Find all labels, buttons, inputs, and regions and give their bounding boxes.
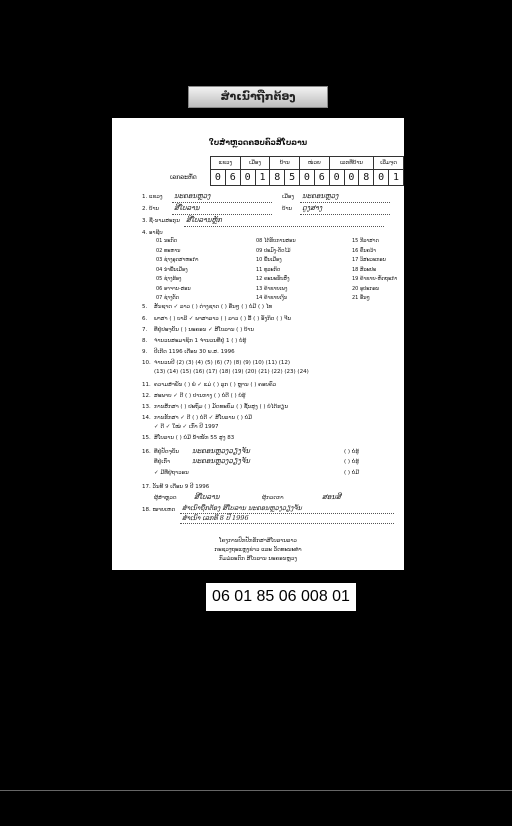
surveyor-value: ສີໂບລານ: [194, 493, 220, 501]
address-tail: ( ) ບໍ່ມີ: [344, 470, 360, 476]
field-label: ບ້ານ: [149, 206, 160, 212]
field-num: 6.: [142, 316, 148, 322]
field-row-18: 18. ໝາຍເຫດ: [142, 507, 176, 513]
code-digit: 6: [314, 170, 329, 186]
code-digit: 0: [344, 170, 359, 186]
footer-line-3: ກົມມໍລະດົກ ສີໂບລານ ນະຄອນຫຼວງ: [219, 556, 297, 562]
occupation-option: 10 ພື້ນເມືອງ: [256, 257, 282, 263]
occupation-option: 04 ນຳພື້ນເມືອງ: [156, 266, 188, 273]
field-row-1: [142, 194, 163, 200]
code-digit: 1: [389, 170, 404, 186]
form-title: ໃບສຳຫຼວດຄອບຄົວສີໂບລານ: [208, 138, 308, 147]
code-digit: 1: [255, 170, 270, 186]
field-value-village2: ດູງສາງ: [302, 204, 323, 212]
code-label: ເລກລະຫັດ: [170, 174, 197, 181]
row-text: ທີ່ຢູ່ປະຈຸບັນ ( ) ນະຄອນ ✓ ສີໂບລານ ( ) ບ້ານ: [154, 327, 254, 333]
survey-form: [112, 118, 404, 570]
field-line: [172, 202, 272, 203]
form-row: [142, 424, 219, 430]
occupation-option: 05 ຊ່າງຮ້ອງ: [156, 276, 182, 282]
form-row: [142, 304, 272, 310]
field-num: 15.: [142, 435, 151, 441]
field-num: 10.: [142, 360, 151, 366]
remark-line-2: ສຳເນົາ ເລກທີ 8 ປີ 1996: [182, 514, 249, 522]
code-header: ເລີ່ມຈຸດ: [374, 157, 404, 170]
address-row: [142, 449, 179, 455]
field-row-17: 17. ວັນທີ 9 ເດືອນ 9 ປີ 1996: [142, 484, 210, 490]
occupation-option: 07 ຊ່າງຕັດ: [156, 295, 180, 301]
field-value-district: ນະຄອນຫຼວງ: [302, 192, 339, 200]
field-num: 2.: [142, 206, 148, 212]
code-header: ບ້ານ: [270, 157, 300, 170]
address-label: ທີ່ຢູ່ເກົ່າ: [154, 459, 171, 465]
row-text: (13) (14) (15) (16) (17) (18) (19) (20) (21) (22) (23) (24): [154, 369, 309, 375]
occupation-option: 11 ທຸລະກິດ: [256, 266, 281, 273]
field-line: [300, 202, 390, 203]
occupation-option: 09 ປະມົງ-ຕັດໄມ້: [256, 247, 291, 254]
field-line: [300, 214, 390, 215]
code-table: [210, 156, 404, 186]
field-num: 3.: [142, 218, 148, 224]
header-label: ສຳເນົາຖືກຕ້ອງ: [188, 86, 328, 108]
field-num: 14.: [142, 415, 151, 421]
remark-line-1: ສຳເນົາຖືກຕ້ອງ ສີໂບລານ ນະຄອນຫຼວງວຽງຈັນ: [182, 504, 302, 512]
field-value-name: ສີໂບລານຫຼັກ: [186, 216, 222, 224]
code-digit: 8: [270, 170, 285, 186]
field-num: 8.: [142, 338, 148, 344]
field-num: 7.: [142, 327, 148, 333]
occupation-option: 15 ກີລາສາດ: [352, 238, 379, 244]
row-text: ການສຶກສາ ( ) ປະຖົມ ( ) ມັດທະຍົມ ( ) ຊັ້ນສູງ ( ) ບໍ່ໄດ້ຮຽນ: [154, 404, 289, 410]
row-text: ຈຳນວນປີ (2) (3) (4) (5) (6) (7) (8) (9) (10) (11) (12): [154, 360, 291, 366]
footer-line-2: ກະຊວງຖະແຫຼງຂ່າວ ແລະ ວັດທະນະທຳ: [214, 547, 302, 553]
code-digit: 0: [329, 170, 344, 186]
address-row: [142, 459, 170, 465]
surveyor-label: ຜູ້ສຳຫຼວດ: [154, 495, 177, 501]
occupation-option: 19 ຄ້າຂາຍ-ຫັດຖະກຳ: [352, 276, 398, 282]
field-num: 11.: [142, 382, 151, 388]
form-row: [142, 327, 254, 333]
row-text: ສັນຊາດ ✓ ລາວ ( ) ຕ່າງຊາດ ( ) ອື່ນໆ ( ) ບໍ່ມີ ( ) ໄທ: [154, 304, 273, 310]
occupation-option: 16 ຄົ້ນຄວ້າ: [352, 247, 376, 254]
field-num: 1.: [142, 194, 148, 200]
address-value: ນະຄອນຫຼວງວຽງຈັນ: [192, 447, 250, 455]
form-row: [142, 435, 234, 441]
occupation-option: 20 ອຸປະກອນ: [352, 285, 380, 292]
form-row: [142, 369, 309, 375]
occupation-option: 18 ສິລະປະ: [352, 266, 377, 273]
field-label: ຊື່-ນາມສະກຸນ: [149, 218, 180, 224]
code-header: ເລກທີ່ບ້ານ: [329, 157, 373, 170]
code-header: ໜ່ວຍ: [300, 157, 330, 170]
row-text: ສີໂບລານ ( ) ບໍ່ມີ ນ້ຳໜັກ 55 ສູງ 83: [154, 435, 235, 441]
form-row: [142, 393, 246, 399]
field-value-village: ສີໂບລານ: [174, 204, 200, 212]
address-num: 16.: [142, 449, 151, 455]
field-line: [180, 513, 394, 514]
address-row: [142, 470, 189, 476]
code-digit: 0: [211, 170, 226, 186]
occupation-option: 14 ຄ້າຂາຍເງິນ: [256, 295, 288, 301]
form-row: [142, 349, 235, 355]
field-label-district: ເມືອງ: [282, 194, 295, 200]
field-num: 12.: [142, 393, 151, 399]
occupation-option: 08 ໄດ້ຮັບການສອນ: [256, 238, 296, 244]
form-row: [142, 316, 291, 322]
row-text: ສະພາບ ✓ ດີ ( ) ປານກາງ ( ) ບໍ່ດີ ( ) ບໍ່ຮູ້: [154, 393, 246, 399]
occupation-option: 12 ຄະນະຮັບສົ່ງ: [256, 276, 290, 282]
occupation-option: 06 ອາຈານ-ສອນ: [156, 285, 191, 292]
address-label: ✓ ມີທີ່ຢູ່ຖາວອນ: [154, 470, 189, 476]
field-label: ແຂວງ: [149, 194, 163, 200]
address-label: ທີ່ຢູ່ປັດຈຸບັນ: [154, 449, 180, 455]
code-digit: 0: [240, 170, 255, 186]
form-row: [142, 404, 288, 410]
row-text: ຄວາມສຳພັນ ( ) ພໍ່ ✓ ແມ່ ( ) ລູກ ( ) ຫຼານ ( ) ຄອບຄົວ: [154, 382, 277, 388]
field-row-3: [142, 218, 180, 224]
field-value-province: ນະຄອນຫຼວງ: [174, 192, 211, 200]
field-row-2: [142, 206, 159, 212]
code-header: ແຂວງ: [211, 157, 241, 170]
occupation-option: 21 ອື່ນໆ: [352, 295, 370, 301]
row-text: ການຮັກສາ ✓ ດີ ( ) ບໍ່ດີ ✓ ສີໂບລານ ( ) ບໍ່ມີ: [154, 415, 252, 421]
checker-label: ຜູ້ກວດກາ: [262, 495, 284, 501]
address-tail: ( ) ບໍ່ຮູ້: [344, 449, 359, 455]
code-digit: 6: [225, 170, 240, 186]
code-digit: 0: [300, 170, 315, 186]
occupation-option: 03 ຊ່າງອຸດສາຫະກຳ: [156, 257, 199, 263]
field-num: 9.: [142, 349, 148, 355]
footer-line-1: ໂຄງການປົກປັກຮັກສາສີໂບລານລາວ: [219, 538, 297, 544]
form-row: [142, 338, 246, 344]
occupation-option: 17 ວິສະວະກອນ: [352, 257, 386, 263]
field-line: [184, 226, 384, 227]
field-num: 13.: [142, 404, 151, 410]
occupation-option: 13 ຄ້າຂາຍເພງ: [256, 285, 288, 292]
address-value: ນະຄອນຫຼວງວຽງຈັນ: [192, 457, 250, 465]
address-tail: ( ) ບໍ່ຮູ້: [344, 459, 359, 465]
checker-value: ສອນສີ: [322, 493, 341, 501]
field-num: 5.: [142, 304, 148, 310]
bottom-divider: [0, 790, 512, 791]
code-digit: 8: [359, 170, 374, 186]
form-row: [142, 382, 276, 388]
row-text: ຈຳນວນສະມາຊິກ 1 ຈຳນວນທີ່ຢູ່ 1 ( ) ບໍ່ຮູ້: [154, 338, 247, 344]
row-text: ປີເກີດ 1196 ເດືອນ 30 ພ.ສ. 1996: [154, 349, 235, 355]
field-line: [180, 523, 394, 524]
row-text: ພາສາ ( ) ບາລີ ✓ ພາສາລາວ ( ) ລາວ ( ) ລື້ ( ) ອັງກິດ ( ) ຈີນ: [154, 316, 292, 322]
occupation-option: 02 ທະຫານ: [156, 247, 181, 254]
form-row: [142, 415, 252, 421]
row-text: ✓ ດີ ✓ ໃໝ່ ✓ ເກົ່າ ປີ 1997: [154, 424, 219, 430]
code-digit: 5: [285, 170, 300, 186]
field-line: [172, 214, 272, 215]
section-4-label: 4. ອາຊີບ: [142, 230, 163, 236]
field-label-village: ບ້ານ: [282, 206, 293, 212]
code-digit: 0: [374, 170, 389, 186]
record-code-label: 06 01 85 06 008 01: [206, 583, 356, 611]
occupation-option: 01 ນະກົດ: [156, 238, 178, 244]
form-row: [142, 360, 290, 366]
code-header: ເມືອງ: [240, 157, 270, 170]
